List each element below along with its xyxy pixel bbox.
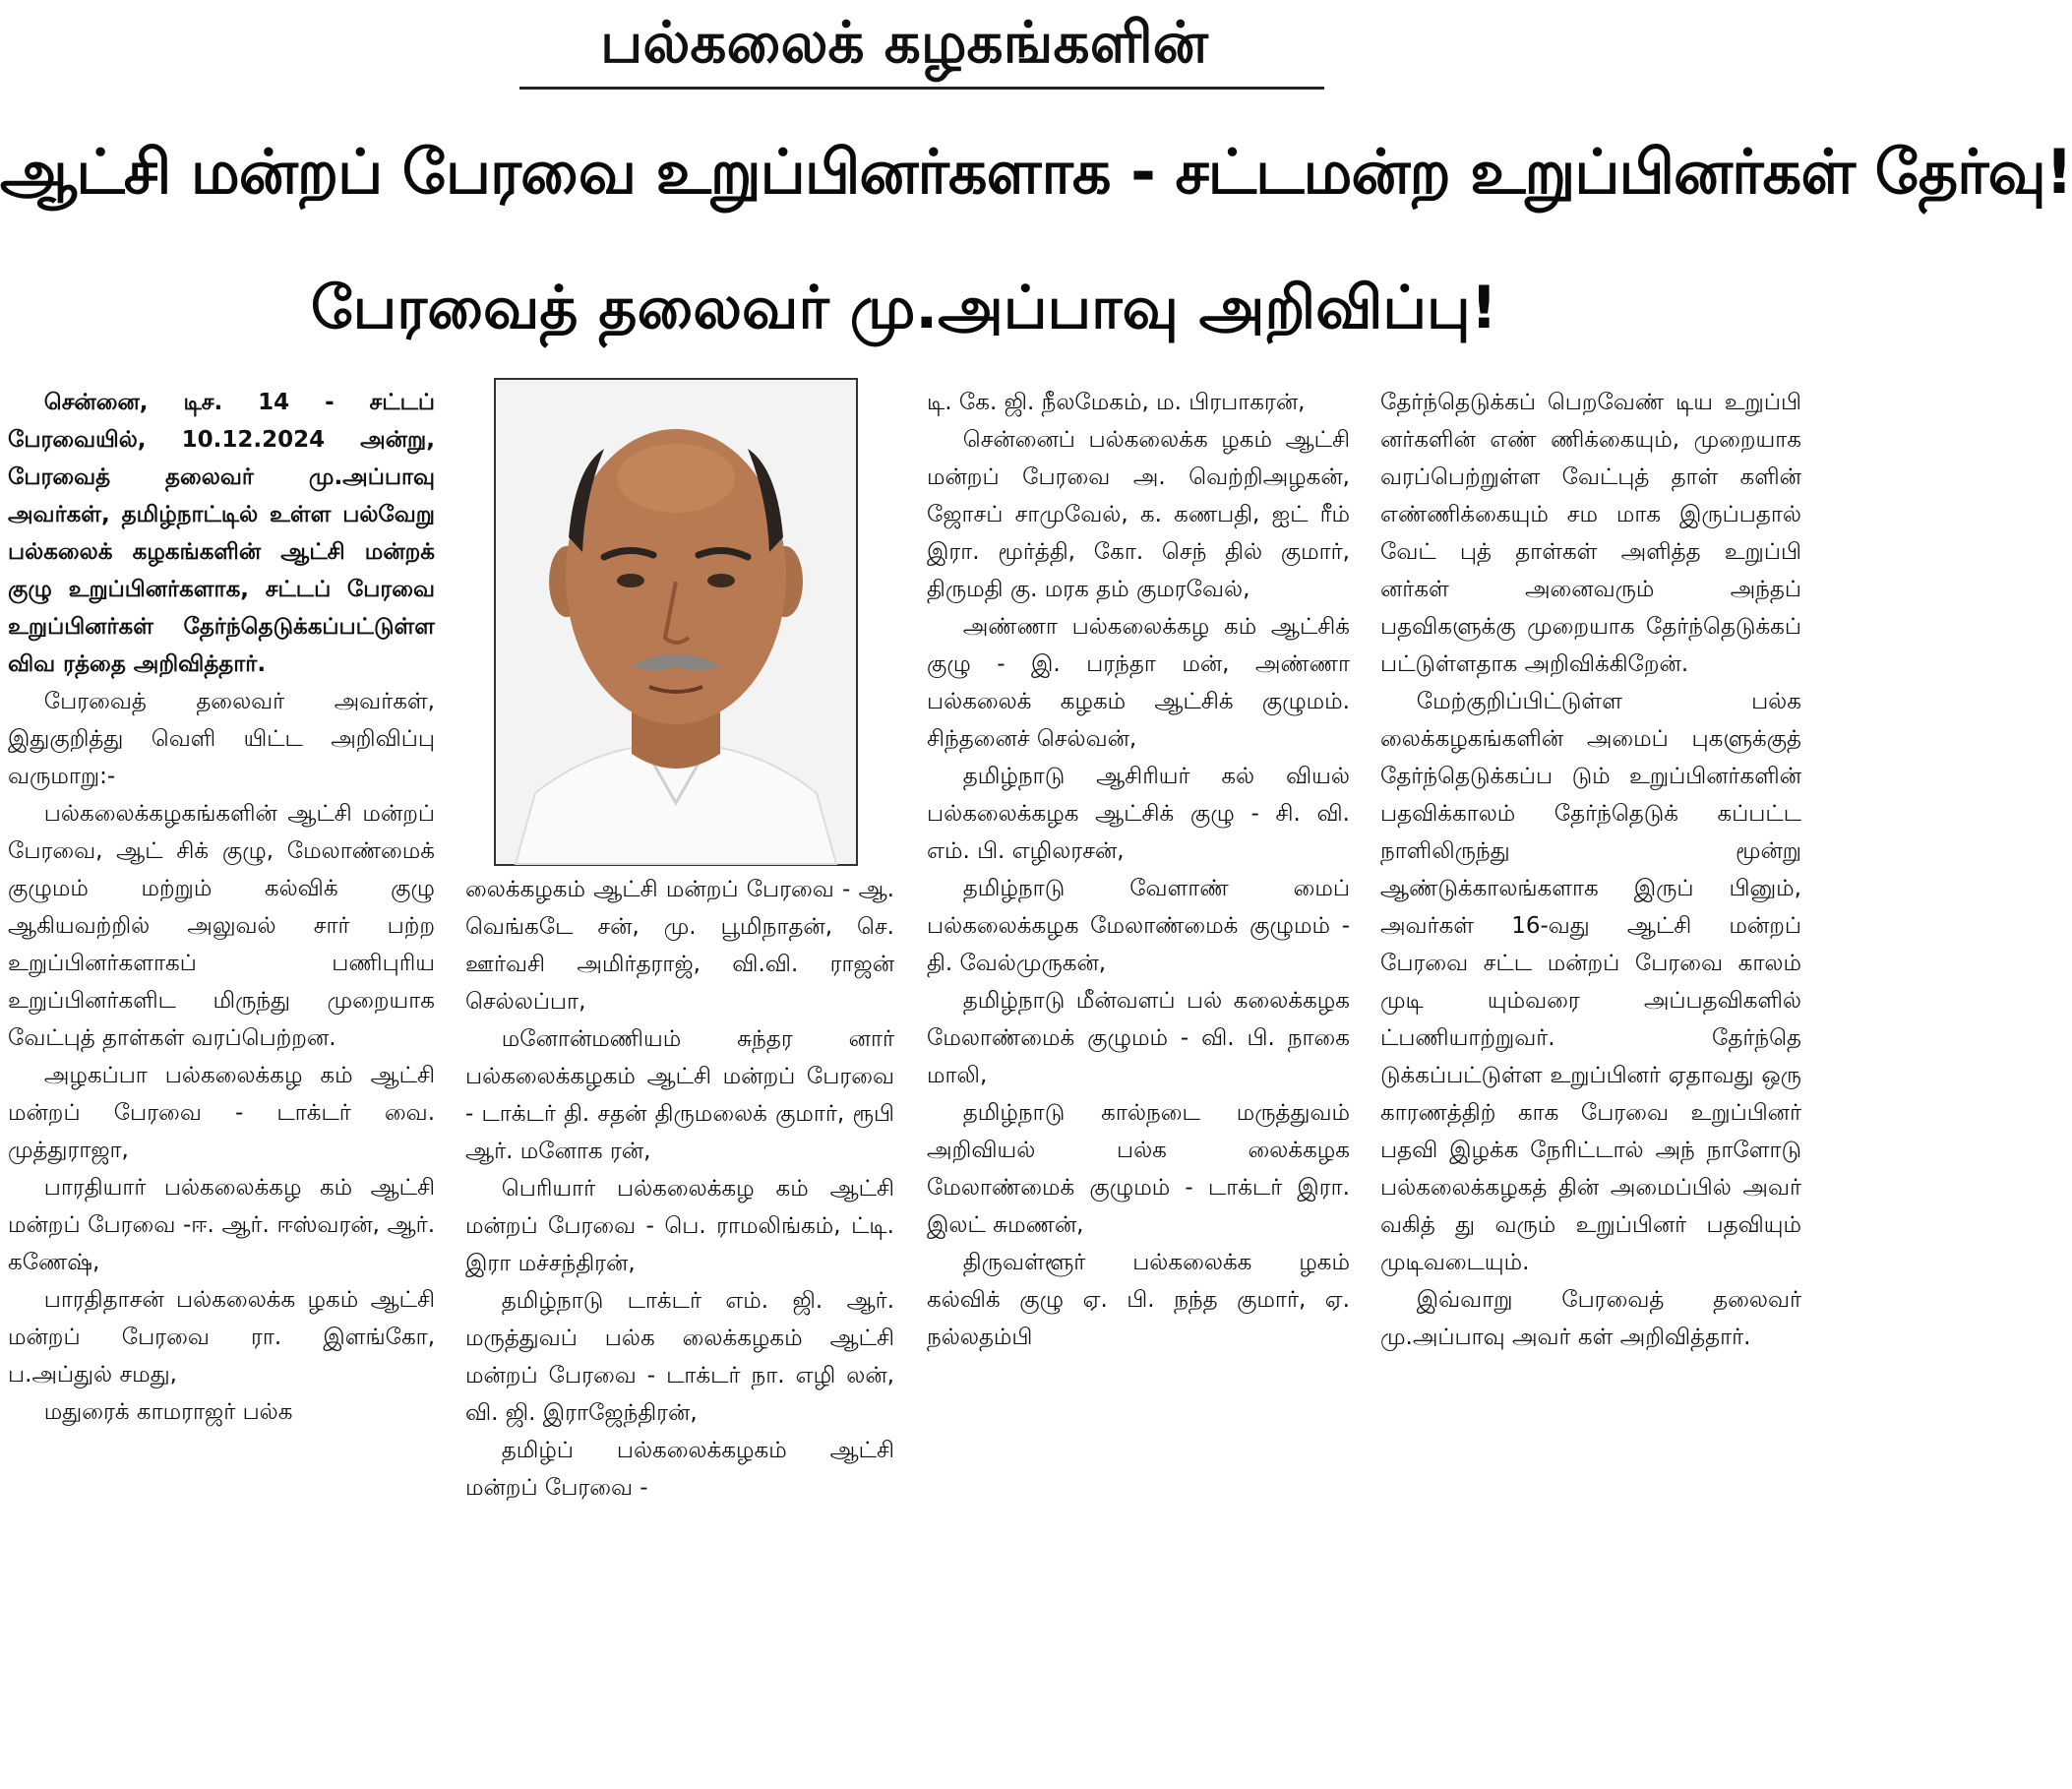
body-paragraph: பாரதியார் பல்கலைக்கழ கம் ஆட்சி மன்றப் பேரவை -ஈ. ஆர். ஈஸ்வரன், ஆர். கணேஷ்,: [8, 1175, 435, 1275]
body-paragraph: பேரவைத் தலைவர் அவர்கள், இதுகுறித்து வெளி யிட்ட அறிவிப்பு வருமாறு:-: [8, 689, 435, 789]
article-column-3: [927, 384, 1350, 1781]
body-paragraph: டி. கே. ஜி. நீலமேகம், ம. பிரபாகரன்,: [927, 390, 1306, 415]
headline: ஆட்சி மன்றப் பேரவை உறுப்பினர்களாக - சட்டமன்ற உறுப்பினர்கள் தேர்வு!: [0, 136, 2072, 208]
body-paragraph: மனோன்மணியம் சுந்தர னார் பல்கலைக்கழகம் ஆட்சி மன்றப் பேரவை - டாக்டர் தி. சதன் திருமலைக் குமார், ரூபி ஆர். மனோக ரன்,: [465, 1026, 894, 1164]
body-paragraph: மதுரைக் காமராஜர் பல்க: [43, 1399, 293, 1425]
article-column-1: [8, 384, 435, 1781]
portrait-photo: [494, 378, 858, 866]
body-paragraph: தமிழ்நாடு டாக்டர் எம். ஜி. ஆர். மருத்துவப் பல்க லைக்கழகம் ஆட்சி மன்றப் பேரவை - டாக்டர் நா. எழி லன், வி. ஜி. இராஜேந்திரன்,: [465, 1288, 894, 1426]
body-paragraph: அண்ணா பல்கலைக்கழ கம் ஆட்சிக் குழு - இ. பரந்தா மன், அண்ணா பல்கலைக் கழகம் ஆட்சிக் குழுமம். சிந்தனைச் செல்வன்,: [927, 614, 1350, 752]
subheadline: பேரவைத் தலைவர் மு.அப்பாவு அறிவிப்பு!: [310, 274, 1497, 342]
body-paragraph: தமிழ்நாடு மீன்வளப் பல் கலைக்கழக மேலாண்மைக் குழுமம் - வி. பி. நாகை மாலி,: [927, 988, 1350, 1088]
body-paragraph: தமிழ்நாடு கால்நடை மருத்துவம் அறிவியல் பல்க லைக்கழக மேலாண்மைக் குழுமம் - டாக்டர் இரா. இலட் சுமணன்,: [927, 1100, 1350, 1238]
body-paragraph: தமிழ்நாடு ஆசிரியர் கல் வியல் பல்கலைக்கழக ஆட்சிக் குழு - சி. வி. எம். பி. எழிலரசன்,: [927, 764, 1350, 864]
kicker-divider: [519, 87, 1324, 90]
body-paragraph: தமிழ்ப் பல்கலைக்கழகம் ஆட்சி மன்றப் பேரவை -: [465, 1438, 894, 1501]
body-paragraph: லைக்கழகம் ஆட்சி மன்றப் பேரவை - ஆ. வெங்கடே சன், மு. பூமிநாதன், செ. ஊர்வசி அமிர்தராஜ், வி.வி. ராஜன் செல்லப்பா,: [465, 877, 894, 1015]
body-paragraph: அழகப்பா பல்கலைக்கழ கம் ஆட்சி மன்றப் பேரவை - டாக்டர் வை. முத்துராஜா,: [8, 1063, 435, 1163]
body-paragraph: தேர்ந்தெடுக்கப் பெறவேண் டிய உறுப்பி னர்களின் எண் ணிக்கையும், முறையாக வரப்பெற்றுள்ள வேட்புத் தாள் களின் எண்ணிக்கையும் சம மாக இருப்பதால் வேட் புத் தாள்கள் அளித்த உறுப்பி னர்கள் அனைவரும் அந்தப் பதவிகளுக்கு முறையாக தேர்ந்தெடுக்கப் பட்டுள்ளதாக அறிவிக்கிறேன்.: [1380, 390, 1801, 677]
body-paragraph: திருவள்ளூர் பல்கலைக்க ழகம் கல்விக் குழு ஏ. பி. நந்த குமார், ஏ. நல்லதம்பி: [927, 1250, 1350, 1350]
body-paragraph: தமிழ்நாடு வேளாண் மைப் பல்கலைக்கழக மேலாண்மைக் குழுமம் - தி. வேல்முருகன்,: [927, 876, 1350, 976]
dateline-paragraph: சென்னை, டிச. 14 - சட்டப் பேரவையில், 10.12.2024 அன்று, பேரவைத் தலைவர் மு.அப்பாவு அவர்கள், தமிழ்நாட்டில் உள்ள பல்வேறு பல்கலைக் கழகங்களின் ஆட்சி மன்றக் குழு உறுப்பினர்களாக, சட்டப் பேரவை உறுப்பினர்கள் தேர்ந்தெடுக்கப்பட்டுள்ள விவ ரத்தை அறிவித்தார்.: [8, 390, 435, 677]
kicker-title: பல்கலைக் கழகங்களின்: [600, 9, 1208, 76]
article-column-4: [1380, 384, 1801, 1781]
body-paragraph: சென்னைப் பல்கலைக்க ழகம் ஆட்சி மன்றப் பேரவை அ. வெற்றிஅழகன், ஜோசப் சாமுவேல், க. கணபதி, ஐட் ரீம் இரா. மூர்த்தி, கோ. செந் தில் குமார், திருமதி கு. மரக தம் குமரவேல்,: [927, 427, 1350, 602]
body-paragraph: பெரியார் பல்கலைக்கழ கம் ஆட்சி மன்றப் பேரவை - பெ. ராமலிங்கம், ட்டி. இரா மச்சந்திரன்,: [465, 1176, 894, 1276]
portrait-image: [496, 380, 856, 864]
body-paragraph: பல்கலைக்கழகங்களின் ஆட்சி மன்றப் பேரவை, ஆட் சிக் குழு, மேலாண்மைக் குழுமம் மற்றும் கல்விக் குழு ஆகியவற்றில் அலுவல் சார் பற்ற உறுப்பினர்களாகப் பணிபுரிய உறுப்பினர்களிட மிருந்து முறையாக வேட்புத் தாள்கள் வரப்பெற்றன.: [8, 801, 435, 1051]
body-paragraph: பாரதிதாசன் பல்கலைக்க ழகம் ஆட்சி மன்றப் பேரவை ரா. இளங்கோ, ப.அப்துல் சமது,: [8, 1287, 435, 1388]
article-column-2: [465, 871, 894, 1781]
body-paragraph: மேற்குறிப்பிட்டுள்ள பல்க லைக்கழகங்களின் அமைப் புகளுக்குத் தேர்ந்தெடுக்கப்ப டும் உறுப்பினர்களின் பதவிக்காலம் தேர்ந்தெடுக் கப்பட்ட நாளிலிருந்து மூன்று ஆண்டுக்காலங்களாக இருப் பினும், அவர்கள் 16-வது ஆட்சி மன்றப் பேரவை சட்ட மன்றப் பேரவை காலம் முடி யும்வரை அப்பதவிகளில் ட்பணியாற்றுவர். தேர்ந்தெ டுக்கப்பட்டுள்ள உறுப்பினர் ஏதாவது ஒரு காரணத்திற் காக பேரவை உறுப்பினர் பதவி இழக்க நேரிட்டால் அந் நாளோடு பல்கலைக்கழகத் தின் அமைப்பில் அவர் வகித் து வரும் உறுப்பினர் பதவியும் முடிவடையும்.: [1380, 689, 1801, 1275]
closing-paragraph: இவ்வாறு பேரவைத் தலைவர் மு.அப்பாவு அவர் கள் அறிவித்தார்.: [1380, 1287, 1801, 1350]
